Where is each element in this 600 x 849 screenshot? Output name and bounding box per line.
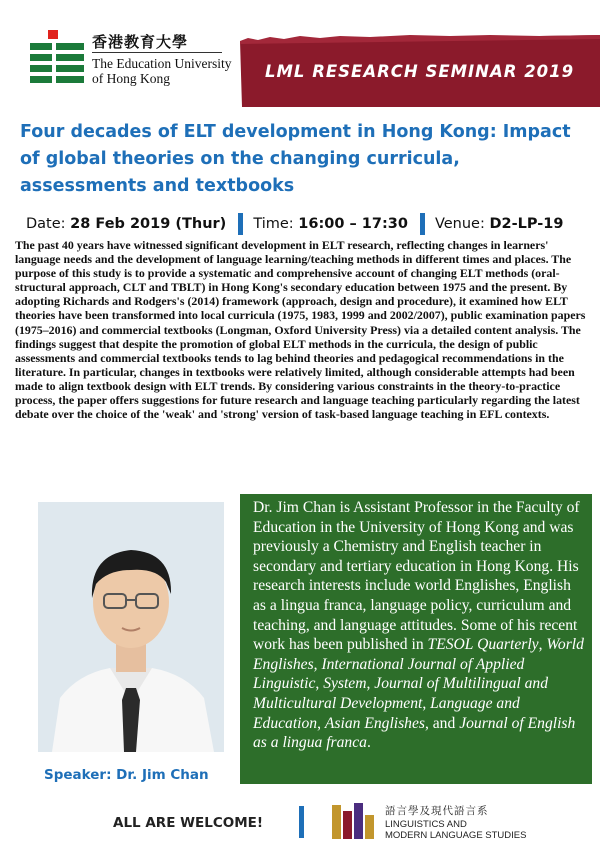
department-name-en-line1: LINGUISTICS AND bbox=[385, 819, 467, 830]
university-name-en-line2: of Hong Kong bbox=[92, 71, 170, 86]
bio-end: . bbox=[366, 734, 371, 752]
bio-separator: , bbox=[315, 675, 324, 693]
event-info-bar bbox=[26, 212, 563, 236]
bio-publication: Journal of English as a lingua franca bbox=[253, 714, 576, 752]
department-name-en-line2: MODERN LANGUAGE STUDIES bbox=[385, 830, 527, 841]
speaker-name: Speaker: Dr. Jim Chan bbox=[44, 767, 209, 783]
date-label: Date: bbox=[26, 216, 66, 232]
bio-publication: Asian Englishes bbox=[324, 714, 425, 732]
bio-separator: , bbox=[366, 675, 375, 693]
venue-label: Venue: bbox=[434, 216, 485, 232]
department-name-zh: 語言學及現代語言系 bbox=[385, 805, 489, 817]
bio-publication: International Journal of Applied Linguistic bbox=[253, 655, 525, 693]
bio-separator: , bbox=[422, 694, 431, 712]
info-separator bbox=[420, 213, 425, 235]
bio-publication: Language and Education bbox=[253, 694, 520, 732]
abstract-text: The past 40 years have witnessed significant development in ELT research, reflecting changes in learners' language needs and the development of language learning/teaching methods in different times and places. The purpose of this study is to provide a systematic and comprehensive account of changing ELT methods (oral-structural approach, CLT and TBLT) in Hong Kong's secondary education between 1975 and the present. By adopting Richards and Rodgers's (2014) framework (approach, design and procedure), it examined how ELT theories have been transformed into local curricula (1975, 1983, 1999 and 2002/2007), public examination papers (1975–2016) and commercial textbooks (Longman, Oxford University Press) via a detailed content analysis. The findings suggest that despite the promotion of global ELT methods in the curricula, the design of public assessments and commercial textbooks tends to lag behind theories and pedagogical recommendations in the literature. In particular, changes in textbooks were relatively limited, although considerable attempts had been made to align textbook design with ELT trends. By considering various constraints in the theory-to-practice process, the paper offers suggestions for future research and language teaching particularly regarding the latest debate over the choice of the 'weak' and 'strong' version of task-based language teaching in EFL contexts. bbox=[15, 238, 586, 422]
university-name-divider bbox=[92, 52, 222, 53]
speaker-photo bbox=[38, 502, 224, 752]
bio-separator: , bbox=[317, 714, 325, 732]
bio-intro: Dr. Jim Chan is Assistant Professor in the Faculty of Education in the University of Hong Kong and was previously a Chemistry and English teacher in secondary and tertiary education in Hong Kong. His research interests include world Englishes, English as a lingua franca, language policy, curriculum and teaching, and language attitudes. Some of his recent work has been published in bbox=[253, 499, 580, 654]
date-value: 28 Feb 2019 (Thur) bbox=[70, 216, 227, 232]
bio-separator: , bbox=[538, 636, 547, 654]
university-name-zh: 香港教育大學 bbox=[92, 33, 189, 51]
seminar-banner-title: LML RESEARCH SEMINAR 2019 bbox=[265, 62, 575, 81]
info-separator bbox=[238, 213, 243, 235]
bio-publication: TESOL Quarterly bbox=[427, 636, 539, 654]
venue-value: D2-LP-19 bbox=[489, 216, 564, 232]
university-name-en-line1: The Education University bbox=[92, 56, 232, 71]
bio-publication: System bbox=[323, 675, 367, 693]
bio-separator: , and bbox=[424, 714, 460, 732]
speaker-bio-box bbox=[240, 494, 592, 784]
bio-separator: , bbox=[313, 655, 322, 673]
lml-department-logo-icon bbox=[330, 801, 378, 841]
eduhk-logo-icon bbox=[30, 30, 84, 86]
speaker-bio bbox=[253, 498, 584, 753]
time-value: 16:00 – 17:30 bbox=[298, 216, 408, 232]
bio-publication: World Englishes bbox=[253, 636, 584, 673]
time-label: Time: bbox=[253, 216, 294, 232]
bio-publication: Journal of Multilingual and Multicultural Development bbox=[253, 675, 548, 712]
welcome-message: ALL ARE WELCOME! bbox=[113, 815, 264, 831]
talk-title: Four decades of ELT development in Hong Kong: Impact of global theories on the changing curricula, assessments and textbooks bbox=[20, 122, 571, 196]
footer-separator bbox=[299, 806, 304, 838]
